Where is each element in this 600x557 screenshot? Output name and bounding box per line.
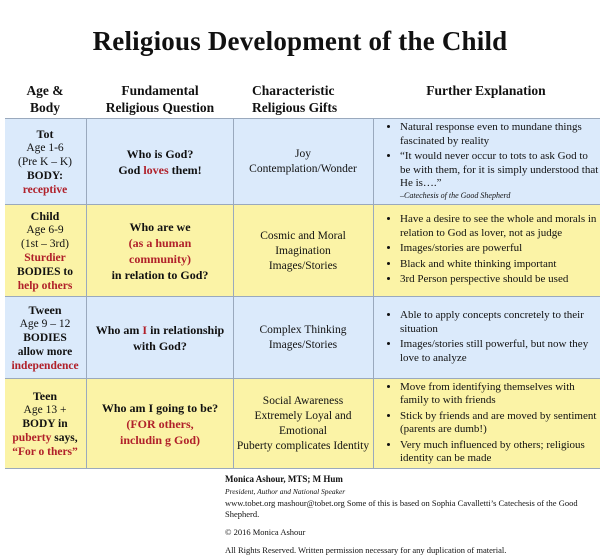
explanation-item: • Move from identifying themselves with family to with friends xyxy=(400,381,600,408)
row-tween xyxy=(5,296,600,379)
stage-name: Child xyxy=(30,209,60,223)
body-trait: help others xyxy=(17,280,73,292)
header-gifts-line2: Religious Gifts xyxy=(252,100,338,115)
explanation-item: • Have a desire to see the whole and morals in relation to God as lover, not as judge xyxy=(400,213,600,240)
age-range: Age 6-9 xyxy=(26,224,64,236)
age-cell-child xyxy=(5,205,85,297)
header-explanation-line: Further Explanation xyxy=(426,83,546,98)
gift-item: Contemplation/Wonder xyxy=(249,163,357,175)
question-emphasis: includin g God) xyxy=(119,433,201,447)
question-cell-tot xyxy=(88,119,232,205)
header-question-line1: Fundamental xyxy=(121,83,199,98)
footer-copyright: © 2016 Monica Ashour xyxy=(225,527,306,537)
explanation-list xyxy=(374,121,600,203)
explanation-item xyxy=(400,150,600,201)
age-cell-teen xyxy=(5,379,85,469)
body-trait: Sturdier xyxy=(24,252,66,264)
explanation-item: • Images/stories are powerful xyxy=(400,242,600,256)
explanation-item: • Very much influenced by others; religious identity can be made xyxy=(400,439,600,466)
gift-item: Imagination xyxy=(275,244,331,257)
gifts-cell-tween xyxy=(234,297,372,379)
footer-rights: All Rights Reserved. Written permission necessary for any duplication of material. xyxy=(225,545,507,555)
explanation-item: • Stick by friends and are moved by sentiment (parents are dumb!) xyxy=(400,410,600,437)
explanation-cell-tween xyxy=(374,297,600,379)
question-emphasis: (as a human xyxy=(128,236,192,250)
body-label: BODIES to xyxy=(17,266,73,278)
stage-name: Tot xyxy=(36,127,54,141)
gift-item: Complex Thinking xyxy=(259,324,347,336)
body-trait: receptive xyxy=(22,184,68,196)
gift-item: Extremely Loyal and xyxy=(254,410,352,422)
attribution: –Catechesis of the Good Shepherd xyxy=(400,190,511,200)
grade-range: (Pre K – K) xyxy=(18,156,72,168)
question-emphasis: community) xyxy=(129,252,191,266)
question-text: Who am xyxy=(95,323,143,337)
age-range: Age 1-6 xyxy=(26,142,64,154)
question-line: Who are we xyxy=(129,220,191,234)
explanation-item: • Images/stories still powerful, but now they love to analyze xyxy=(400,338,600,365)
grade-range: (1st – 3rd) xyxy=(21,238,69,250)
body-label: BODY: xyxy=(27,170,63,182)
question-line: with God? xyxy=(133,339,187,353)
header-gifts-line1: Characteristic xyxy=(252,83,335,98)
body-label: BODY in xyxy=(22,418,68,430)
row-tot xyxy=(5,118,600,205)
question-cell-tween xyxy=(88,297,232,379)
gift-item: Puberty complicates Identity xyxy=(236,440,370,452)
explanation-list xyxy=(374,213,600,289)
body-trait: puberty xyxy=(12,432,52,444)
gift-item: Social Awareness xyxy=(262,395,344,407)
header-question-line2: Religious Question xyxy=(105,100,215,115)
body-text: says, xyxy=(51,432,78,444)
question-line: in relation to God? xyxy=(111,268,209,282)
table-bottom-divider xyxy=(5,468,600,469)
body-label: BODIES xyxy=(23,332,67,344)
question-cell-child xyxy=(88,205,232,297)
header-age-line: Age & xyxy=(26,83,64,98)
header-age-body xyxy=(5,82,85,116)
explanation-item: • Natural response even to mundane things fascinated by reality xyxy=(400,121,600,148)
age-range: Age 13 + xyxy=(23,404,67,416)
gift-item: Cosmic and Moral xyxy=(260,229,346,242)
body-label: allow more xyxy=(17,346,73,358)
question-line xyxy=(118,162,201,178)
footer xyxy=(225,474,595,557)
explanation-list xyxy=(374,309,600,367)
footer-note: www.tobet.org mashour@tobet.org Some of this is based on Sophia Cavalletti’s Catechesis of the Good Shepherd. xyxy=(225,498,578,519)
gifts-cell-child xyxy=(234,205,372,297)
explanation-list xyxy=(374,381,600,468)
explanation-item: • Black and white thinking important xyxy=(400,258,600,272)
question-text: in relationship xyxy=(147,323,225,337)
row-teen xyxy=(5,378,600,469)
question-line: Who is God? xyxy=(126,147,194,161)
question-emphasis: loves xyxy=(143,163,169,177)
gifts-cell-tot xyxy=(234,119,372,205)
gift-item: Images/Stories xyxy=(268,339,338,351)
header-gifts xyxy=(234,82,382,116)
question-emphasis: I xyxy=(142,323,148,337)
row-child xyxy=(5,204,600,297)
stage-name: Tween xyxy=(28,303,62,317)
explanation-cell-child xyxy=(374,205,600,297)
gift-item: Emotional xyxy=(279,425,327,437)
gift-item: Images/Stories xyxy=(268,259,338,272)
header-body-line: Body xyxy=(29,100,60,115)
footer-role: President, Author and National Speaker xyxy=(225,487,346,496)
stage-name: Teen xyxy=(32,389,58,403)
question-text: God xyxy=(118,163,144,177)
explanation-item: • 3rd Person perspective should be used xyxy=(400,273,600,287)
gifts-cell-teen xyxy=(234,379,372,469)
header-explanation xyxy=(372,82,600,99)
footer-author: Monica Ashour, MTS; M Hum xyxy=(225,474,343,484)
gift-item: Joy xyxy=(295,148,311,160)
explanation-cell-teen xyxy=(374,379,600,469)
question-cell-teen xyxy=(88,379,232,469)
page-title: Religious Development of the Child xyxy=(92,26,508,56)
body-trait: “For o thers” xyxy=(12,446,78,458)
question-emphasis: (FOR others, xyxy=(126,417,194,431)
age-cell-tot xyxy=(5,119,85,205)
header-question xyxy=(88,82,232,116)
age-cell-tween xyxy=(5,297,85,379)
body-trait: independence xyxy=(11,360,79,372)
age-range: Age 9 – 12 xyxy=(19,318,71,330)
explanation-item: • Able to apply concepts concretely to their situation xyxy=(400,309,600,336)
question-line: Who am I going to be? xyxy=(101,401,219,415)
question-line xyxy=(96,322,224,338)
body-line xyxy=(12,431,77,445)
question-text: them! xyxy=(168,163,202,177)
explanation-text: “It would never occur to tots to ask God to be with them, for it is simply understood that He is….” xyxy=(400,150,599,190)
explanation-cell-tot xyxy=(374,119,600,205)
